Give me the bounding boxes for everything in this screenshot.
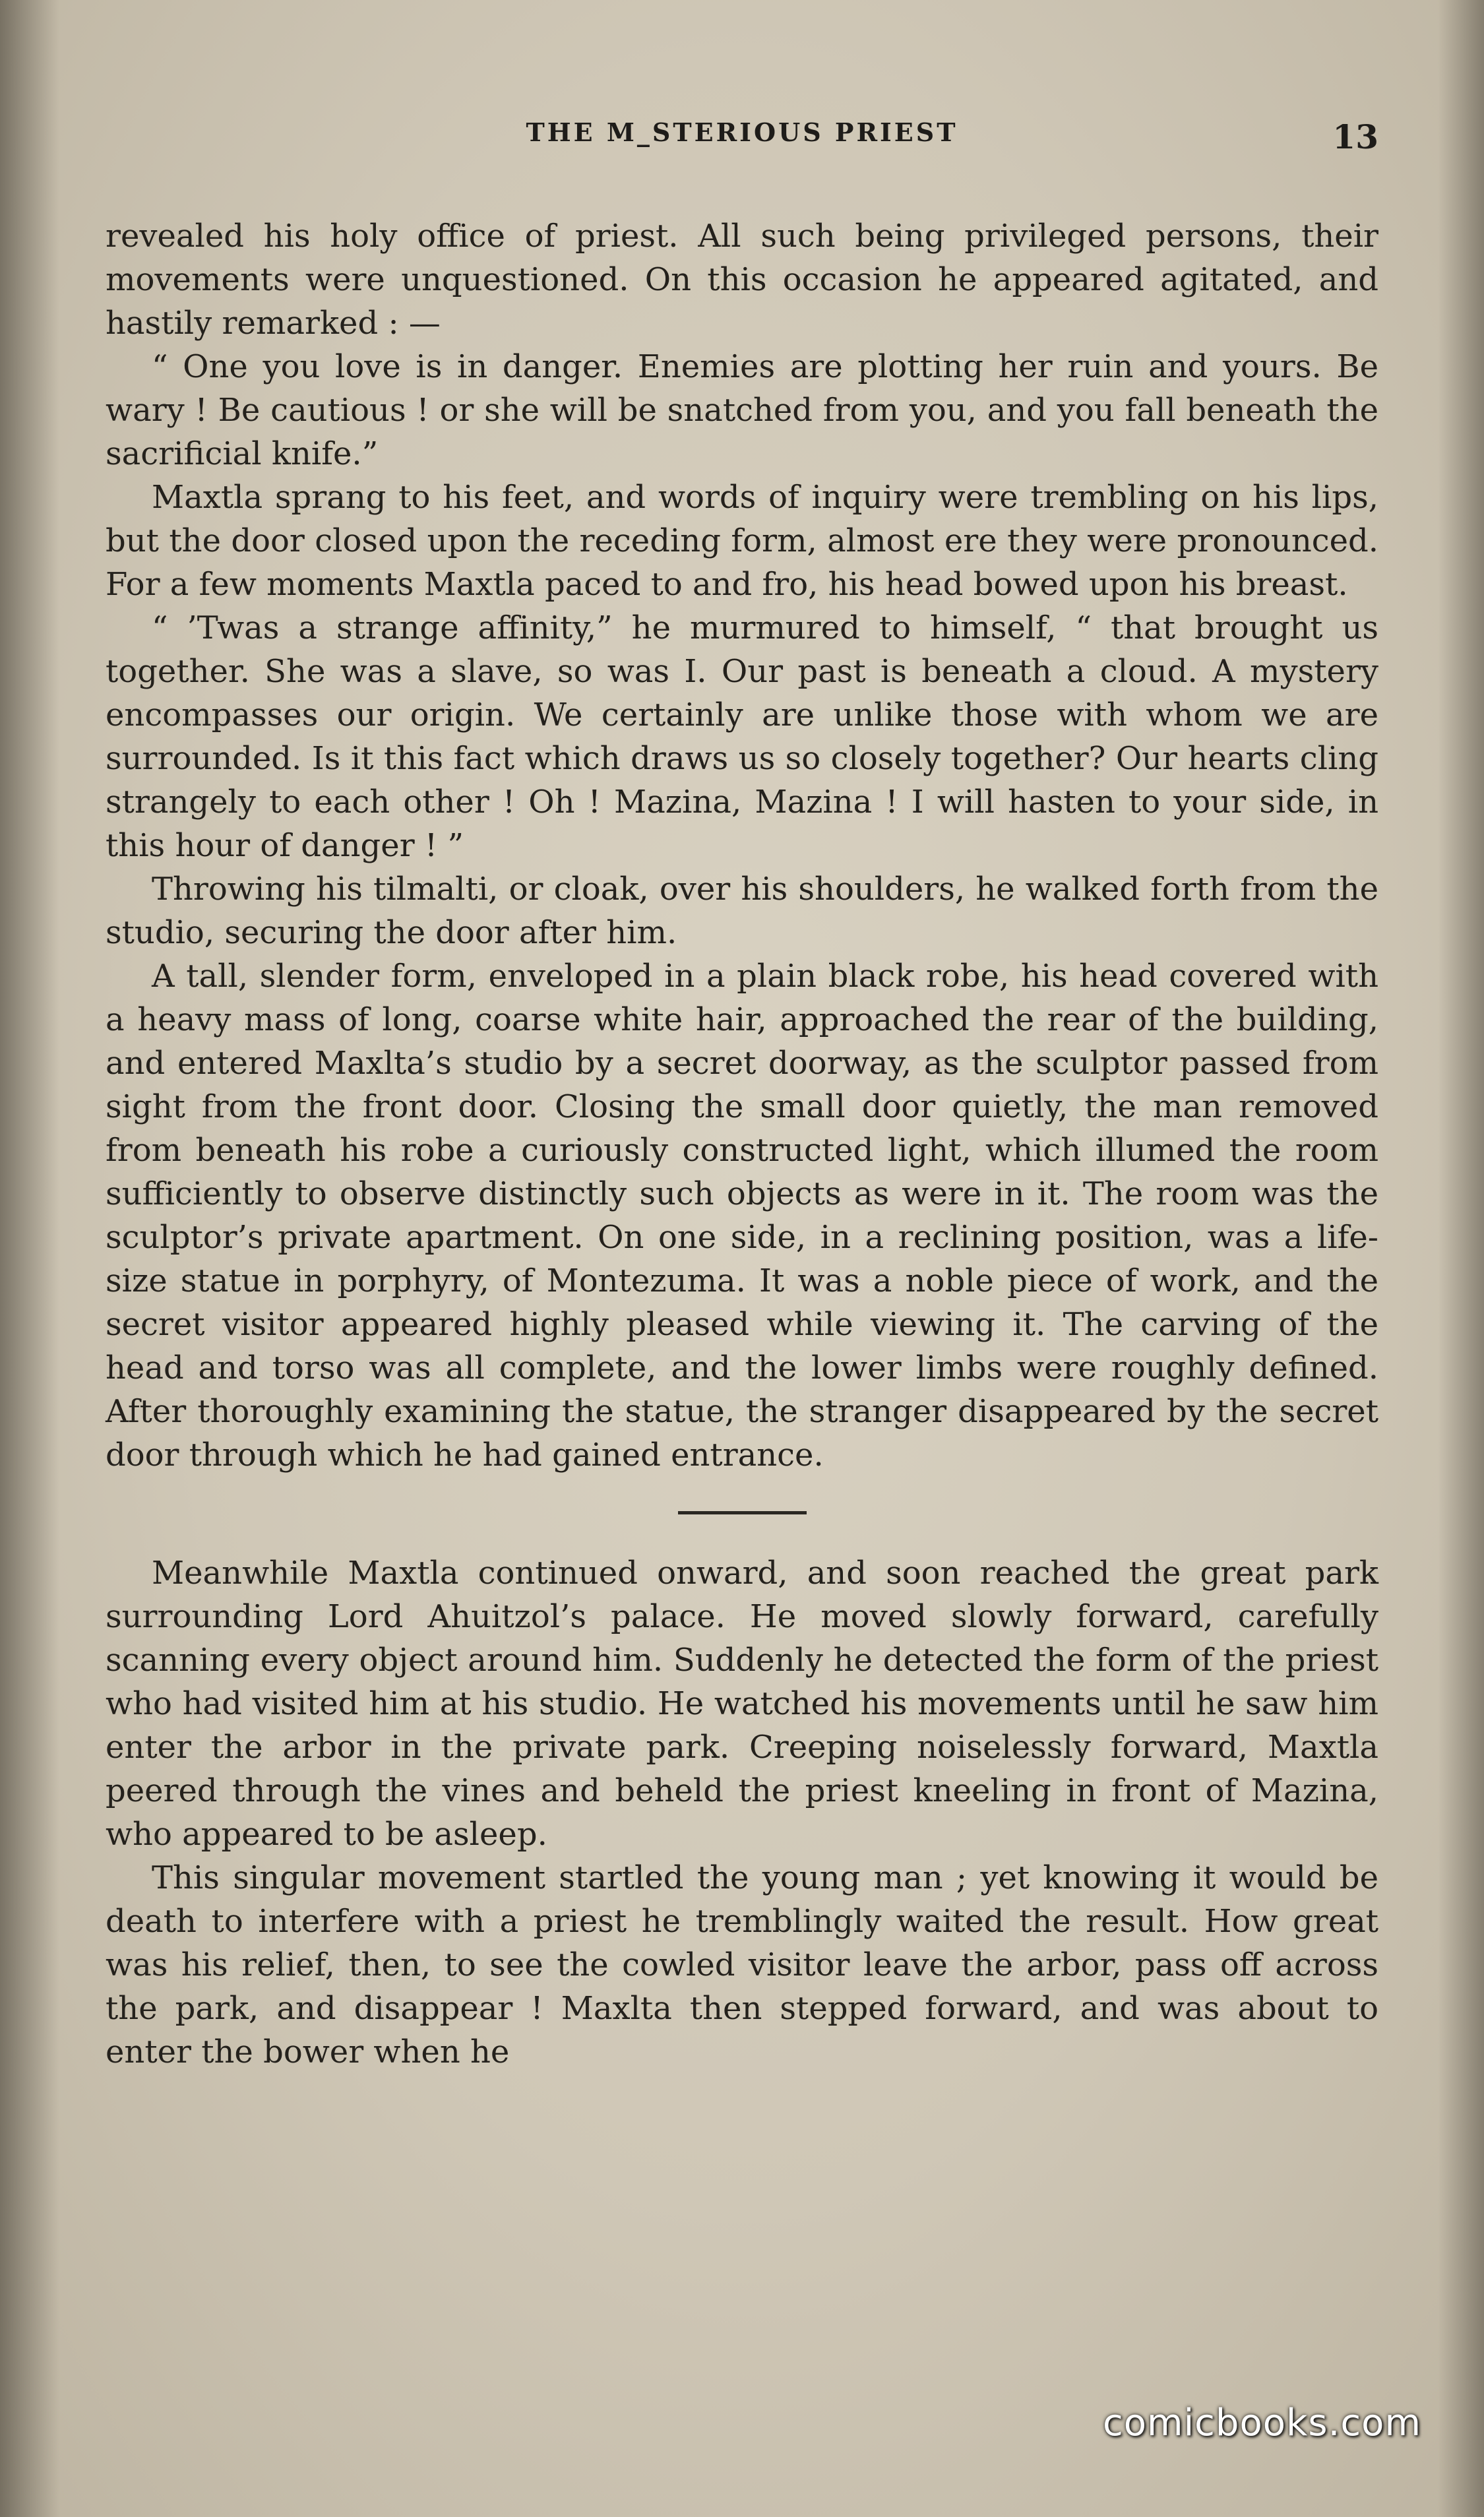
page-edge-shadow-right xyxy=(1438,0,1484,2517)
paragraph: Throwing his tilmalti, or cloak, over his shoulders, he walked forth from the studio, securing the door after him. xyxy=(106,871,1378,951)
page-header xyxy=(106,117,1378,164)
paragraph: revealed his holy office of priest. All such being privileged persons, their movements were unquestioned. On this occasion he appeared agitated, and hastily remarked : — xyxy=(106,218,1378,342)
page-edge-shadow-left xyxy=(0,0,59,2517)
paragraph: Meanwhile Maxtla continued onward, and soon reached the great park surrounding Lord Ahuitzol’s palace. He moved slowly forward, carefully scanning every object around him. Suddenly he detected the form of the priest who had visited him at his studio. He watched his movements until he saw him enter the arbor in the private park. Creeping noiselessly forward, Maxtla peered through the vines and beheld the priest kneeling in front of Mazina, who appeared to be asleep. xyxy=(106,1555,1378,1853)
section-divider xyxy=(678,1511,807,1514)
paragraph: “ ’Twas a strange affinity,” he murmured to himself, “ that brought us together. She was a slave, so was I. Our past is beneath a cloud. A mystery encompasses our origin. We certainly are unlike those with whom we are surrounded. Is it this fact which draws us so closely together? Our hearts cling strangely to each other ! Oh ! Mazina, Mazina ! I will hasten to your side, in this hour of danger ! ” xyxy=(106,609,1378,864)
page-number: 13 xyxy=(1332,117,1378,156)
watermark: comicbooks.com xyxy=(1102,2402,1421,2444)
paragraph: “ One you love is in danger. Enemies are plotting her ruin and yours. Be wary ! Be cautious ! or she will be snatched from you, and you fall beneath the sacrificial knife.” xyxy=(106,348,1378,472)
paragraph: This singular movement startled the young man ; yet knowing it would be death to interfere with a priest he tremblingly waited the result. How great was his relief, then, to see the cowled visitor leave the arbor, pass off across the park, and disappear ! Maxlta then stepped forward, and was about to enter the bower when he xyxy=(106,1859,1378,2070)
paragraph: A tall, slender form, enveloped in a plain black robe, his head covered with a heavy mass of long, coarse white hair, approached the rear of the building, and entered Maxlta’s studio by a secret doorway, as the sculptor passed from sight from the front door. Closing the small door quietly, the man removed from beneath his robe a curiously constructed light, which illumed the room sufficiently to observe distinctly such objects as were in it. The room was the sculptor’s private apartment. On one side, in a reclining position, was a life-size statue in porphyry, of Montezuma. It was a noble piece of work, and the secret visitor appeared highly pleased while viewing it. The carving of the head and torso was all complete, and the lower limbs were roughly defined. After thoroughly examining the statue, the stranger disappeared by the secret door through which he had gained entrance. xyxy=(106,958,1378,1474)
paragraph: Maxtla sprang to his feet, and words of inquiry were trembling on his lips, but the door closed upon the receding form, almost ere they were pronounced. For a few moments Maxtla paced to and fro, his head bowed upon his breast. xyxy=(106,479,1378,603)
running-title: THE M_STERIOUS PRIEST xyxy=(526,117,958,147)
body-text xyxy=(106,214,1378,2074)
